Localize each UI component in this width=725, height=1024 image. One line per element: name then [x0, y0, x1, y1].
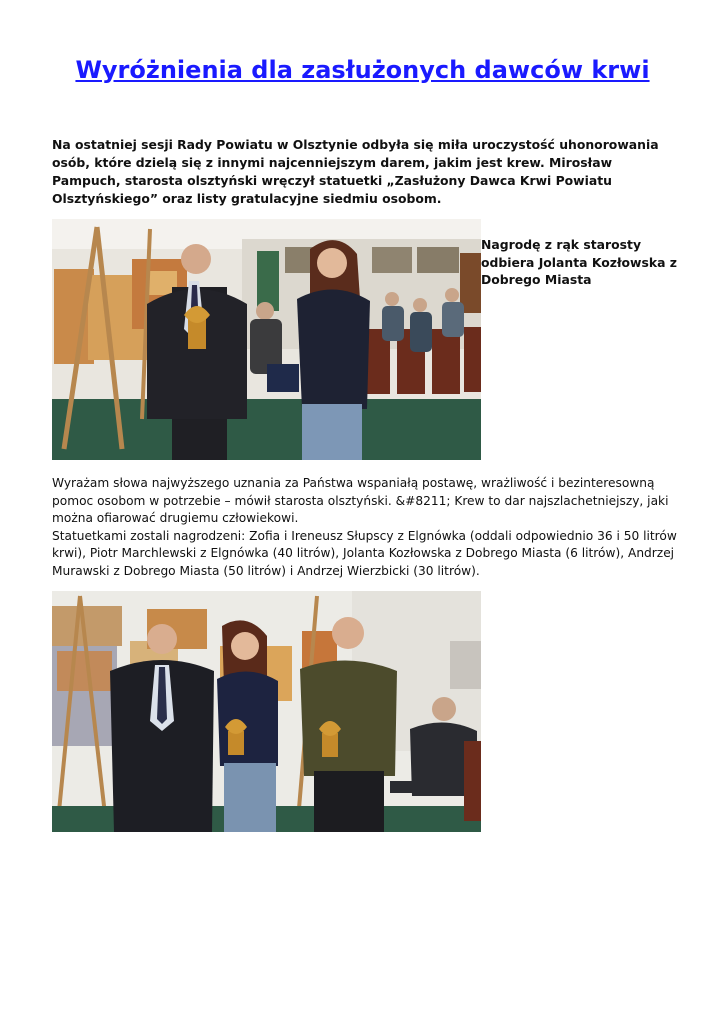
- awardees-paragraph: Statuetkami zostali nagrodzeni: Zofia i Ireneusz Słupscy z Elgnówka (oddali odpowiednio 36 i 50 litrów krwi), Piotr Marchlewski z Elgnówka (40 litrów), Jolanta Kozłowska z Dobrego Miasta (6 litrów), Andrzej Murawski z Dobrego Miasta (50 litrów) i Andrzej Wierzbicki (30 litrów).: [52, 528, 677, 578]
- quote-paragraph: Wyrażam słowa najwyższego uznania za Państwa wspaniałą postawę, wrażliwość i bezinteresowną pomoc osobom w potrzebie – mówił starosta olsztyński. &#8211; Krew to dar najszlachetniejszy, jaki można ofiarować drugiemu człowiekowi.: [52, 476, 669, 525]
- award-photo-2: [52, 591, 481, 832]
- photo-1-caption: Nagrodę z rąk starosty odbiera Jolanta Kozłowska z Dobrego Miasta: [481, 237, 678, 287]
- page-title[interactable]: Wyróżnienia dla zasłużonych dawców krwi: [75, 56, 650, 84]
- article-body: [52, 475, 677, 580]
- award-photo-1: [52, 219, 481, 460]
- lead-paragraph: Na ostatniej sesji Rady Powiatu w Olsztynie odbyła się miła uroczystość uhonorowania osób, które dzielą się z innymi najcenniejszym darem, jakim jest krew. Mirosław Pampuch, starosta olsztyński wręczył statuetki „Zasłużony Dawca Krwi Powiatu Olsztyńskiego” oraz listy gratulacyjne siedmiu osobom.: [52, 137, 659, 206]
